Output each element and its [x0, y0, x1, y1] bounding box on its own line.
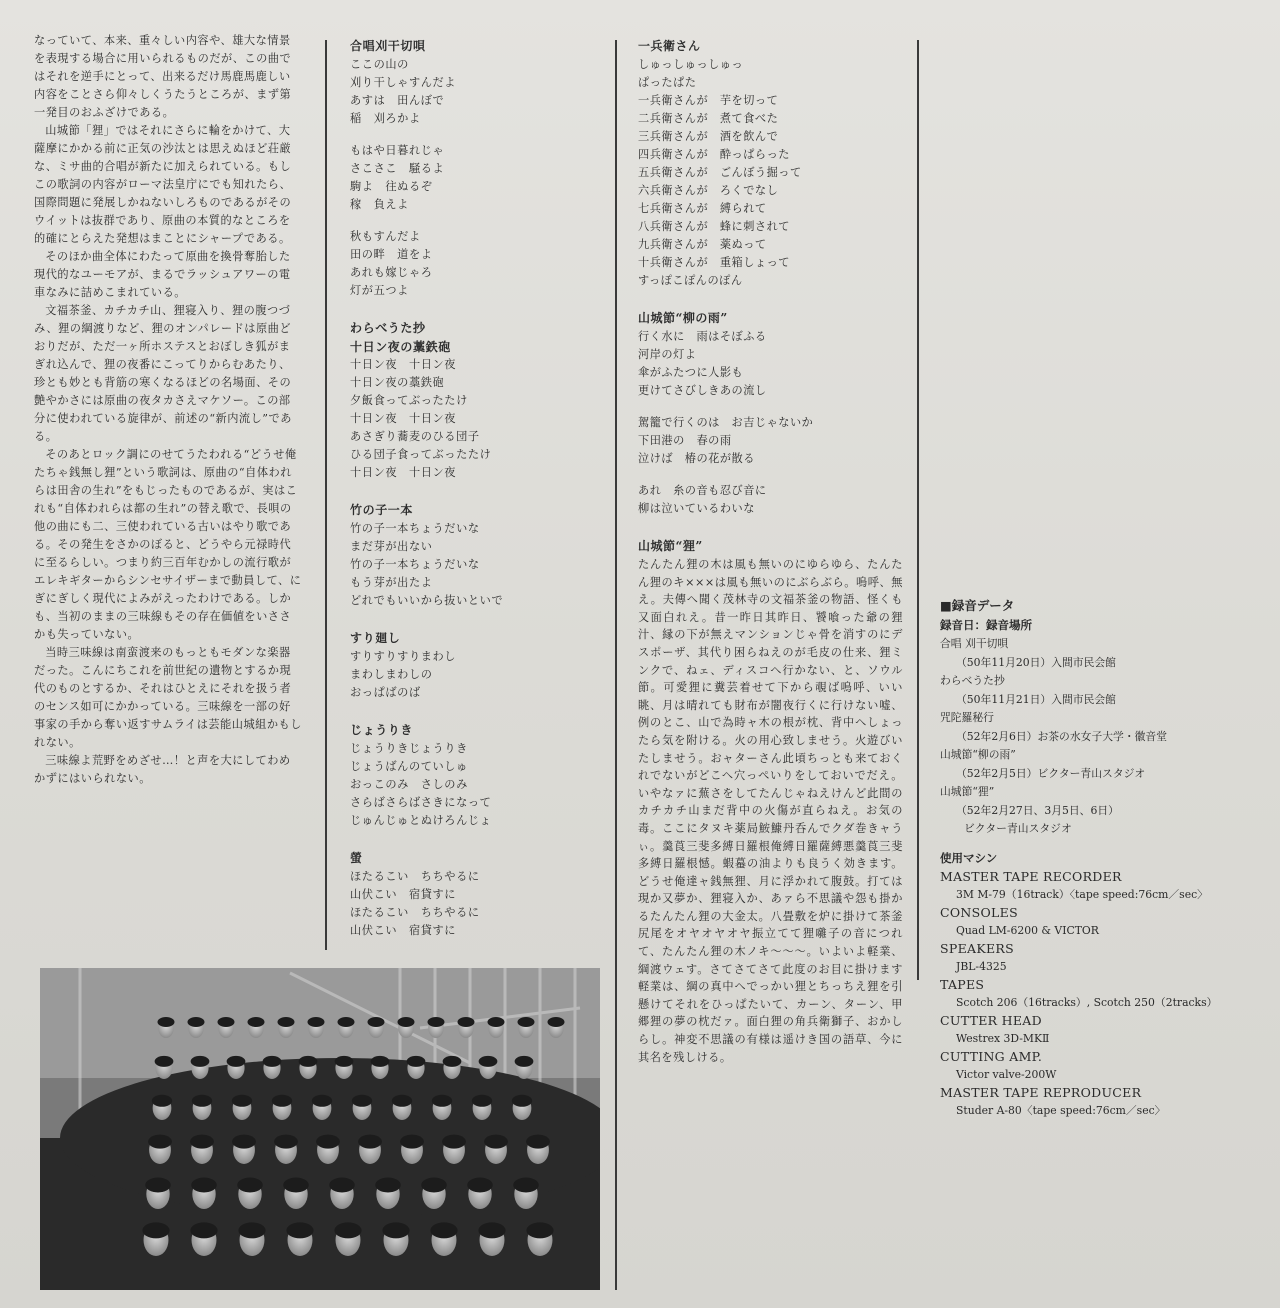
person-hair — [283, 1178, 309, 1193]
person-hair — [400, 1135, 424, 1149]
lyric-line: さこさこ 騒るよ — [350, 162, 445, 175]
lyric-line: ぱったぱた — [638, 76, 697, 89]
lyrics-section — [638, 36, 903, 290]
person-hair — [188, 1017, 205, 1027]
lyric-line: 傘がふたつに人影も — [638, 366, 744, 379]
column-divider — [325, 40, 327, 950]
person-hair — [329, 1178, 355, 1193]
person-hair — [488, 1017, 505, 1027]
lyric-line: 六兵衛さんが ろくでなし — [638, 184, 779, 197]
lyric-line: 行く水に 雨はそぼふる — [638, 330, 767, 343]
person-hair — [335, 1056, 354, 1067]
recording-session-line: （52年2月6日）お茶の水女子大学・徽音堂 — [956, 729, 1168, 743]
recording-session-line: （50年11月20日）入間市民会館 — [956, 655, 1116, 669]
person-hair — [274, 1135, 298, 1149]
equipment-value: Studer A-80〈tape speed:76cm／sec〉 — [956, 1103, 1166, 1117]
lyric-line: 泣けば 椿の花が散る — [638, 452, 755, 465]
lyric-line: 柳は泣いているわいな — [638, 502, 755, 515]
lyric-line: 四兵衛さんが 酔っぱらった — [638, 148, 790, 161]
column-divider — [917, 40, 919, 980]
person-hair — [371, 1056, 390, 1067]
group-photo-image — [40, 968, 600, 1290]
equipment-heading: 使用マシン — [940, 850, 998, 865]
essay-paragraph: そのほか曲全体にわたって原曲を換骨奪胎した現代的なユーモアが、まるでラッシュアワーの電車なみに詰めこまれている。 — [34, 250, 291, 299]
person-hair — [548, 1017, 565, 1027]
person-hair — [272, 1095, 292, 1107]
recording-session-line: 合唱 刈干切唄 — [940, 637, 1009, 650]
recording-session-line: （50年11月21日）入間市民会館 — [956, 692, 1116, 706]
lyric-line: じゅんじゅとぬけろんじょ — [350, 814, 492, 827]
person-hair — [227, 1056, 246, 1067]
person-hair — [218, 1017, 235, 1027]
section-title: 合唱刈干切唄 — [350, 39, 426, 53]
lyrics-section — [638, 536, 903, 1066]
person-hair — [148, 1135, 172, 1149]
recording-session-line: わらべうた抄 — [940, 674, 1005, 687]
lyric-line: さらばさらばさきになって — [350, 796, 492, 809]
equipment-name: TAPES — [940, 976, 985, 992]
recording-sessions — [940, 635, 1260, 839]
person-hair — [515, 1056, 534, 1067]
lyric-line: 下田港の 春の雨 — [638, 434, 732, 447]
lyrics-section — [350, 500, 602, 610]
lyrics-column-1 — [350, 36, 602, 958]
lyric-line: あさぎり蕎麦のひる団子 — [350, 430, 480, 443]
essay-paragraph: 文福茶釜、カチカチ山、狸寝入り、狸の腹つづみ、狸の綱渡りなど、狸のオンパレードは原曲どおりだが、ただ一ヶ所ホステスとおぼしき狐がまぎれ込んで、狸の夜番にこってりからむあたり、珍とも妙とも背筋の寒くなるほどの名場面、その艶やかさには原曲の夜タカさえマケソー。この部分に使われている旋律が、前述の“新内流し”である。 — [34, 304, 292, 443]
lyrics-column-2 — [638, 36, 903, 1084]
person-hair — [155, 1056, 174, 1067]
lyric-line: ほたるこい ちちやるに — [350, 870, 480, 883]
person-hair — [358, 1135, 382, 1149]
person-hair — [421, 1178, 447, 1193]
lyric-line: どれでもいいから抜いといで — [350, 594, 504, 607]
person-hair — [308, 1017, 325, 1027]
lyric-line: 十日ン夜 十日ン夜 — [350, 412, 457, 425]
lyrics-section — [350, 36, 602, 300]
essay-column — [34, 32, 302, 788]
recording-session-line: （52年2月27日、3月5日、6日） — [956, 803, 1119, 817]
person-hair — [472, 1095, 492, 1107]
lyric-line: おっぱばのば — [350, 686, 421, 699]
recording-session-line: （52年2月5日）ビクター青山スタジオ — [956, 766, 1146, 780]
person-hair — [512, 1095, 532, 1107]
lyric-line: おっこのみ さしのみ — [350, 778, 468, 791]
equipment-name: MASTER TAPE REPRODUCER — [940, 1084, 1142, 1100]
lyric-line: 駒よ 往ぬるぞ — [350, 180, 433, 193]
person-hair — [484, 1135, 508, 1149]
person-hair — [382, 1222, 409, 1238]
lyric-line: 更けてさびしきあの流し — [638, 384, 767, 397]
stanza-break — [350, 128, 602, 142]
person-hair — [299, 1056, 318, 1067]
person-hair — [338, 1017, 355, 1027]
person-hair — [392, 1095, 412, 1107]
person-hair — [442, 1135, 466, 1149]
lyric-line: 田の畔 道をよ — [350, 248, 433, 261]
person-hair — [443, 1056, 462, 1067]
essay-paragraph: そのあとロック調にのせてうたわれる“どうせ俺たちゃ銭無し狸”という歌詞は、原曲の“自体われらは田舎の生れ”をもじったものであるが、実はこれも“自体われらは都の生れ”の替え歌で、長唄の他の曲にも二、三使われている古いはやり歌である。その発生をさかのぼると、どうやら元禄時代に至るらしい。つまり約三百年むかしの流行歌がエレキギターからシンセサイザーまで動員して、にぎにぎしく現代によみがえったわけである。しかも、当初のままの三味線もその存在価値をいささかも失っていない。 — [34, 448, 302, 641]
section-title: 山城節“狸” — [638, 539, 703, 553]
person-hair — [263, 1056, 282, 1067]
lyric-line: 山伏こい 宿貸すに — [350, 888, 457, 901]
equipment-list — [940, 868, 1260, 1120]
lyric-line: あれ 糸の音も忍び音に — [638, 484, 767, 497]
person-hair — [428, 1017, 445, 1027]
lyric-line: もはや日暮れじゃ — [350, 144, 445, 157]
person-hair — [278, 1017, 295, 1027]
equipment-value: JBL-4325 — [956, 959, 1007, 973]
person-hair — [513, 1178, 539, 1193]
person-hair — [237, 1178, 263, 1193]
equipment-value: Victor valve-200W — [956, 1067, 1057, 1081]
section-title: わらべうた抄 — [350, 321, 426, 335]
lyric-line: 山伏こい 宿貸すに — [350, 924, 457, 937]
person-hair — [312, 1095, 332, 1107]
recording-session-line: ビクター青山スタジオ — [964, 822, 1072, 835]
equipment-name: CONSOLES — [940, 904, 1018, 920]
lyric-line: 灯が五つよ — [350, 284, 409, 297]
lyric-line: ひる団子食ってぶったたけ — [350, 448, 492, 461]
lyric-line: しゅっしゅっしゅっ — [638, 58, 744, 71]
person-hair — [190, 1222, 217, 1238]
lyrics-section — [350, 720, 602, 830]
lyric-line: じょうりきじょうりき — [350, 742, 468, 755]
equipment-name: CUTTER HEAD — [940, 1012, 1042, 1028]
section-title: じょうりき — [350, 723, 414, 737]
recording-session-line: 山城節“柳の雨” — [940, 748, 1016, 761]
equipment-name: MASTER TAPE RECORDER — [940, 868, 1122, 884]
lyric-line: まわしまわしの — [350, 668, 433, 681]
recording-data-heading: ■録音データ — [940, 598, 1015, 613]
lyric-line: もう芽が出たよ — [350, 576, 433, 589]
lyric-line: ここの山の — [350, 58, 409, 71]
person-hair — [190, 1135, 214, 1149]
essay-paragraph: 山城節「狸」ではそれにさらに輪をかけて、大薩摩にかかる前に正気の沙汰とは思えぬほど荘厳な、ミサ曲的合唱が新たに加えられている。もしこの歌詞の内容がローマ法皇庁にでも知れたら、国際問題に発展しかねないしろものであるがそのウイットは抜群であり、原曲の本質的なところを的確にとらえた発想はまことにシャープである。 — [34, 124, 292, 245]
lyric-line: 二兵衛さんが 煮て食べた — [638, 112, 779, 125]
lyric-line: 十日ン夜の藁鉄砲 — [350, 376, 445, 389]
lyric-line: 九兵衛さんが 薬ぬって — [638, 238, 767, 251]
lyric-line: 竹の子一本ちょうだいな — [350, 522, 480, 535]
person-hair — [478, 1222, 505, 1238]
person-hair — [152, 1095, 172, 1107]
person-hair — [191, 1056, 210, 1067]
lyric-line: 七兵衛さんが 縛られて — [638, 202, 767, 215]
lyric-line: 五兵衛さんが ごんぼう掘って — [638, 166, 802, 179]
lyric-line: 刈り干しゃすんだよ — [350, 76, 457, 89]
lyric-line: すりすりすりまわし — [350, 650, 457, 663]
person-hair — [248, 1017, 265, 1027]
equipment-name: CUTTING AMP. — [940, 1048, 1043, 1064]
lyric-line: 駕籠で行くのは お吉じゃないか — [638, 416, 814, 429]
column-divider — [615, 40, 617, 1290]
equipment-name: SPEAKERS — [940, 940, 1014, 956]
lyric-line: ほたるこい ちちやるに — [350, 906, 480, 919]
person-hair — [398, 1017, 415, 1027]
person-hair — [430, 1222, 457, 1238]
lyric-line: 稼 負えよ — [350, 198, 409, 211]
recording-data-subheading: 録音日：録音場所 — [940, 618, 1032, 632]
lyric-line: 稲 刈ろかよ — [350, 112, 421, 125]
person-hair — [368, 1017, 385, 1027]
equipment-value: 3M M-79（16track）〈tape speed:76cm／sec〉 — [956, 887, 1208, 901]
stanza-break — [350, 214, 602, 228]
lyric-line: 一兵衛さんが 芋を切って — [638, 94, 779, 107]
person-hair — [526, 1135, 550, 1149]
person-hair — [232, 1135, 256, 1149]
section-title: 竹の子一本 — [350, 503, 414, 517]
person-hair — [145, 1178, 171, 1193]
lyric-line: じょうばんのていしゅ — [350, 760, 468, 773]
stanza-break — [638, 400, 903, 414]
person-hair — [526, 1222, 553, 1238]
section-title: 一兵衛さん — [638, 39, 701, 53]
lyric-prose: たんたん狸の木は風も無いのにゆらゆら、たんたん狸のキ×××は風も無いのにぶらぶら。嗚呼、無え。夫傳へ聞く茂林寺の文福茶釜の物語、怪くも又面白れえ。昔一昨日其昨日、饕喰った爺の狸汁、縁の下が無えマンションじゃ骨を消すのにデスポーザ、其代り困らねえのが毛皮の仕来、狸ミンクで、ねェ、ディスコへ行かない、と、ソウル節。可愛狸に糞芸着せて下から覗ば嗚呼、いい眺、月は晴れても財布が闇夜行くに行けない嘘、例のとこ、山で為時ャ木の根が枕、背中へしょったら気を附ける。火の用心致しませう。火遊びいたしませう。おャターさん此頃ちっとも来ておくれでないがどこへ穴っぺいりをしておいでだえ。いやなァに蕪さをしてたんじゃねえけんど此間のカチカチ山まだ背中の火傷が直らねえ。お気の毒。ここにタヌキ薬局鮟鱇丹呑んでクダ巻きャうぃ。羹莨三斐多縛日羅根俺縛日羅薩縛悪羹莨三斐多縛日羅根憾。蝦蟇の油よりも良うく効きます。どうせ俺達ャ銭無狸、月に浮かれて腹鼓。打ては現か又夢か、狸寝入か、あァら不思議や怨も掛かるたんたん狸の大金太。八畳敷を炉に掛けて茶釜尻尾をオヤオヤオヤ振立てて狸囃子の音につれて、たんたん狸の木ノキ〜〜〜。いよいよ軽業、綱渡ウェす。さてさてさて此度のお目に掛けます軽業は、綱の真中へでっかい狸とちっちえ狸を引懸けてそれをひっぱたいて、カーン、ターン、甲郷狸の夢の枕だァ。面白狸の角兵衛獅子、おかしらし。神変不思議の有様は遥けき国の語草、今に其名を残しける。 — [638, 558, 903, 1064]
person-hair — [191, 1178, 217, 1193]
person-hair — [334, 1222, 361, 1238]
lyric-line: あすは 田んぼで — [350, 94, 445, 107]
person-hair — [479, 1056, 498, 1067]
section-title: すり廻し — [350, 631, 401, 645]
person-hair — [238, 1222, 265, 1238]
lyrics-section — [350, 848, 602, 940]
essay-paragraph: 当時三味線は南蛮渡来のもっともモダンな楽器だった。こんにちこれを前世紀の遺物とするか現代のものとするか、それはひとえにそれを扱う者のセンス如可にかかっている。三味線を一部の好事家の手から奪い返すサムライは芸能山城組かもしれない。 — [34, 646, 302, 749]
stanza-break — [638, 468, 903, 482]
person-hair — [158, 1017, 175, 1027]
lyric-line: 十日ン夜 十日ン夜 — [350, 466, 457, 479]
person-hair — [352, 1095, 372, 1107]
lyric-line: 十日ン夜 十日ン夜 — [350, 358, 457, 371]
lyrics-section — [350, 628, 602, 702]
lyric-line: 秋もすんだよ — [350, 230, 421, 243]
person-hair — [142, 1222, 169, 1238]
person-hair — [232, 1095, 252, 1107]
person-hair — [518, 1017, 535, 1027]
lyric-line: 夕飯食ってぶったたけ — [350, 394, 468, 407]
lyrics-section — [638, 308, 903, 518]
lyric-line: 十兵衛さんが 重箱しょって — [638, 256, 790, 269]
recording-session-line: 山城節“狸” — [940, 785, 995, 798]
lyric-line: まだ芽が出ない — [350, 540, 433, 553]
person-hair — [316, 1135, 340, 1149]
lyric-line: 河岸の灯よ — [638, 348, 697, 361]
lyric-line: 竹の子一本ちょうだいな — [350, 558, 480, 571]
person-hair — [458, 1017, 475, 1027]
essay-paragraph: なっていて、本来、重々しい内容や、雄大な情景を表現する場合に用いられるものだが、この曲ではそれを逆手にとって、出来るだけ馬鹿馬鹿しい内容をことさら仰々しくうたうところが、まず第一発目のおふざけである。 — [34, 34, 292, 119]
lyric-line: 三兵衛さんが 酒を飲んで — [638, 130, 779, 143]
person-hair — [192, 1095, 212, 1107]
person-hair — [407, 1056, 426, 1067]
person-hair — [432, 1095, 452, 1107]
equipment-value: Westrex 3D-MKⅡ — [956, 1031, 1050, 1045]
lyric-line: 八兵衛さんが 蜂に刺されて — [638, 220, 790, 233]
group-photo — [40, 968, 600, 1290]
lyrics-section — [350, 318, 602, 482]
lyric-line: すっぽこぽんのぽん — [638, 274, 743, 287]
section-title: 螢 — [350, 851, 363, 865]
essay-paragraph: 三味線よ荒野をめざせ…！と声を大にしてわめかずにはいられない。 — [34, 754, 291, 785]
person-hair — [286, 1222, 313, 1238]
person-hair — [467, 1178, 493, 1193]
lyric-line: あれも嫁じゃろ — [350, 266, 433, 279]
person-hair — [375, 1178, 401, 1193]
recording-session-line: 咒陀羅秘行 — [940, 711, 994, 724]
section-subtitle: 十日ン夜の藁鉄砲 — [350, 340, 451, 354]
section-title: 山城節“柳の雨” — [638, 311, 728, 325]
equipment-value: Scotch 206（16tracks）, Scotch 250（2tracks） — [956, 995, 1218, 1009]
equipment-value: Quad LM-6200 & VICTOR — [956, 923, 1099, 937]
recording-data — [940, 596, 1260, 1120]
